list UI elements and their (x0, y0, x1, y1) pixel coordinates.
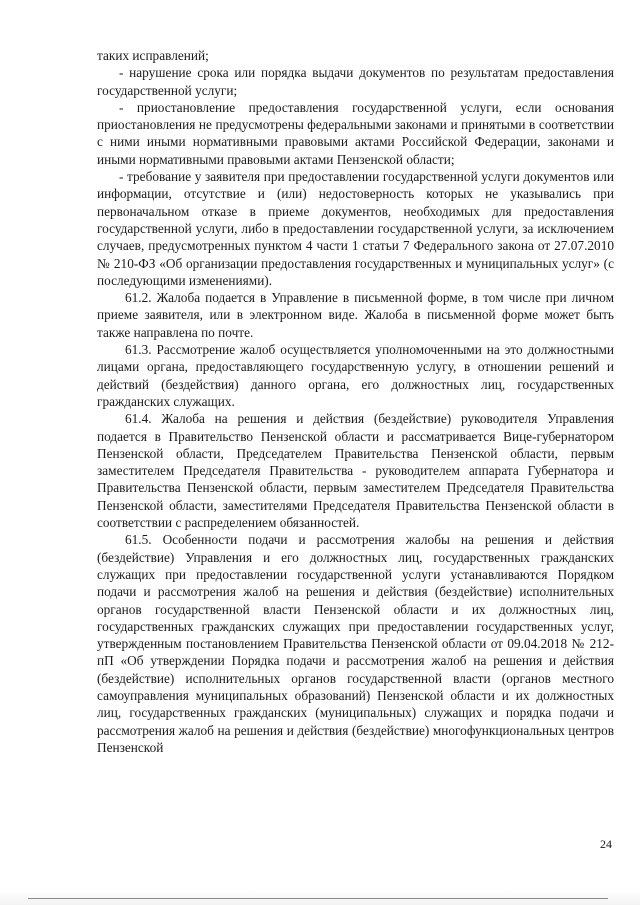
paragraph-61-5: 61.5. Особенности подачи и рассмотрения жалобы на решения и действия (бездействие) Управления и его должностных лиц, государственных гражданских служащих при предоставлении государственной услуги устанавливаются Порядком подачи и рассмотрения жалоб на решения и действия (бездействие) исполнительных органов государственной власти Пензенской области и их должностных лиц, государственных гражданских служащих при предоставлении государственных услуг, утвержденным постановлением Правительства Пензенской области от 09.04.2018 № 212-пП «Об утверждении Порядка подачи и рассмотрения жалоб на решения и действия (бездействие) исполнительных органов государственной власти (органов местного самоуправления муниципальных образований) Пензенской области и их должностных лиц, государственных гражданских (муниципальных) служащих и порядка подачи и рассмотрения жалоб на решения и действия (бездействие) многофункциональных центров Пензенской (97, 532, 614, 755)
paragraph-61-3: 61.3. Рассмотрение жалоб осуществляется уполномоченными на это должностными лицами органа, предоставляющего государственную услугу, в отношении решений и действий (бездействия) данного органа, его должностных лиц, государственных гражданских служащих. (97, 342, 614, 409)
paragraph-61-4: 61.4. Жалоба на решения и действия (бездействие) руководителя Управления подается в Правительство Пензенской области и рассматривается Вице-губернатором Пензенской области, Председателем Правительства Пензенской области, первым заместителем Председателя Правительства - руководителем аппарата Губернатора и Правительства Пензенской области, первым заместителем Председателя Правительства Пензенской области, заместителями Председателя Правительства Пензенской области в соответствии с распределением обязанностей. (97, 411, 614, 531)
paragraph-document-requirement: - требование у заявителя при предоставлении государственной услуги документов или информации, отсутствие и (или) недостоверность которых не указывались при первоначальном отказе в приеме документов, необходимых для предоставления государственной услуги, либо в предоставлении государственной услуги, за исключением случаев, предусмотренных пунктом 4 части 1 статьи 7 Федерального закона от 27.07.2010 № 210-ФЗ «Об организации предоставления государственных и муниципальных услуг» (с последующими изменениями). (97, 169, 614, 288)
document-body (97, 47, 614, 756)
scan-edge-line (28, 898, 608, 899)
page-number: 24 (600, 837, 612, 851)
paragraph-violation-deadline: - нарушение срока или порядка выдачи документов по результатам предоставления государственной услуги; (97, 65, 614, 98)
paragraph-continuation: таких исправлений; (97, 48, 209, 63)
paragraph-61-2: 61.2. Жалоба подается в Управление в письменной форме, в том числе при личном приеме заявителя, или в электронном виде. Жалоба в письменной форме может быть также направлена по почте. (97, 290, 614, 340)
paragraph-suspension: - приостановление предоставления государственной услуги, если основания приостановления не предусмотрены федеральными законами и принятыми в соответствии с ними иными нормативными правовыми актами Российской Федерации, законами и иными нормативными правовыми актами Пензенской области; (97, 99, 614, 167)
